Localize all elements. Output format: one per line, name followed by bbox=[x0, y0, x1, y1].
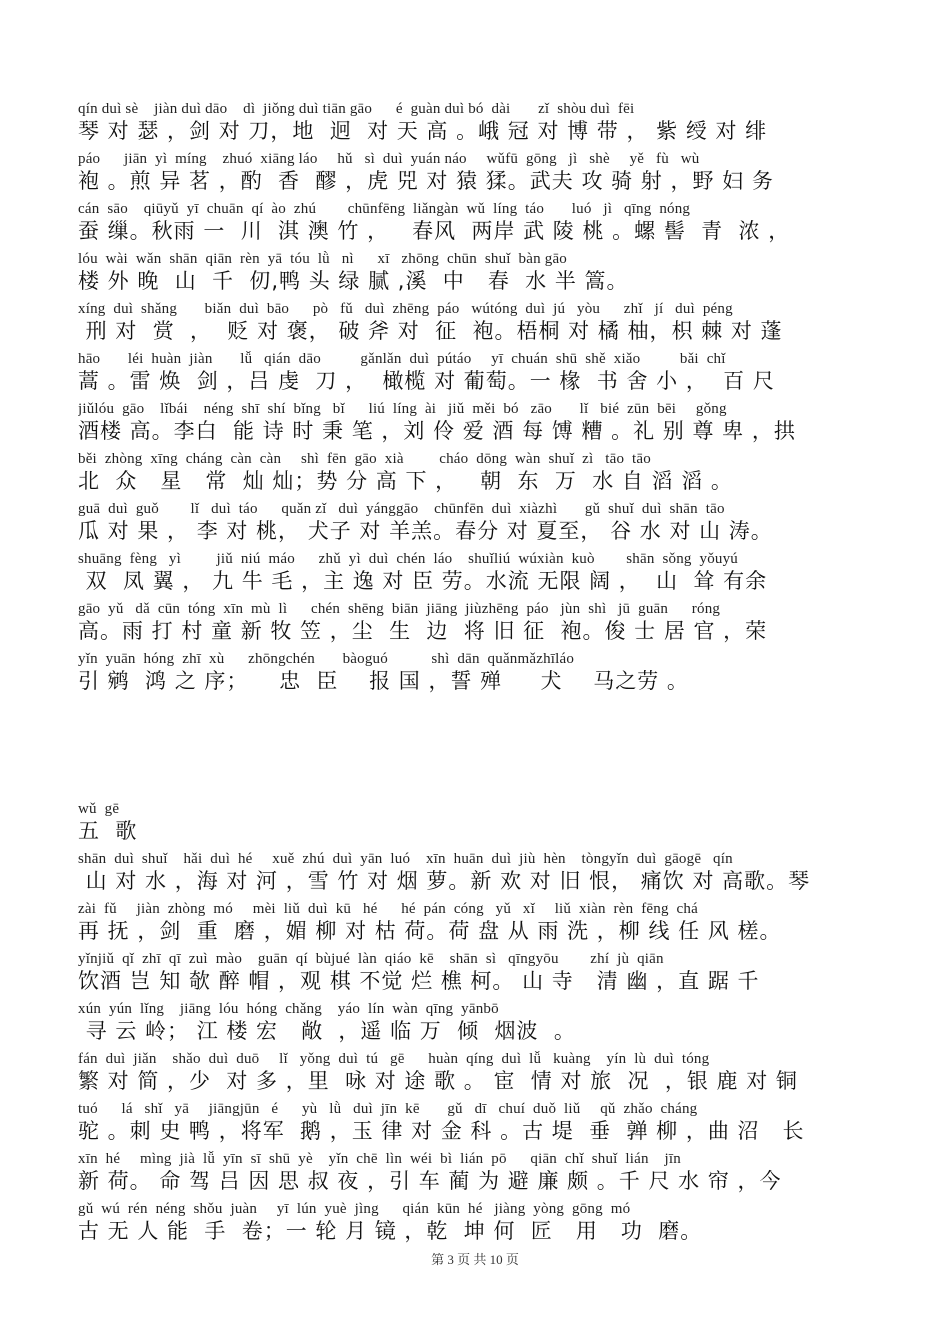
hanzi-line: 驼 。刺 史 鸭 ，将军 鹅 ，玉 律 对 金 科 。古 堤 垂 亸 柳 ，曲 沼 长 bbox=[78, 1119, 805, 1143]
section-three bbox=[78, 800, 874, 1250]
pinyin-line: guā duì guǒ lǐ duì táo quǎn zǐ duì yánggāo chūnfēn duì xiàzhì gǔ shuǐ duì shān tāo bbox=[78, 501, 725, 517]
text-line bbox=[78, 950, 874, 1000]
pinyin-line: jiǔlóu gāo lǐbái néng shī shí bǐng bǐ liú líng ài jiǔ měi bó zāo lǐ bié zūn bēi gǒng bbox=[78, 401, 727, 417]
pinyin-line: cán sāo qiūyǔ yī chuān qí ào zhú chūnfēng liǎngàn wǔ líng táo luó jì qīng nóng bbox=[78, 201, 691, 217]
pinyin-line: xíng duì shǎng biǎn duì bāo pò fǔ duì zhēng páo wútóng duì jú yòu zhǐ jí duì péng bbox=[78, 301, 733, 317]
pinyin-line: hāo léi huàn jiàn lǚ qián dāo gǎnlǎn duì pútáo yī chuán shū shě xiǎo bǎi chǐ bbox=[78, 351, 726, 367]
title-pinyin: wǔ gē bbox=[78, 801, 120, 817]
section-title bbox=[78, 800, 874, 850]
section-one bbox=[78, 100, 874, 500]
pinyin-line: xún yún lǐng jiāng lóu hóng chǎng yáo lín wàn qīng yānbō bbox=[78, 1001, 499, 1017]
pinyin-line: gāo yǔ dǎ cūn tóng xīn mù lì chén shēng biān jiāng jiùzhēng páo jùn shì jū guān róng bbox=[78, 601, 721, 617]
text-line bbox=[78, 1200, 874, 1250]
text-line bbox=[78, 650, 874, 700]
hanzi-line: 饮酒 岂 知 欹 醉 帽 ，观 棋 不觉 烂 樵 柯。 山 寺 清 幽 ，直 踞 千 bbox=[78, 969, 760, 993]
pinyin-line: páo jiān yì míng zhuó xiāng láo hǔ sì duì yuán náo wǔfū gōng jì shè yě fù wù bbox=[78, 151, 700, 167]
pinyin-line: lóu wài wǎn shān qiān rèn yā tóu lǜ nì xī zhōng chūn shuǐ bàn gāo bbox=[78, 251, 568, 267]
document-page bbox=[78, 100, 874, 1250]
text-line bbox=[78, 250, 874, 300]
pinyin-line: tuó lá shǐ yā jiāngjūn é yù lǜ duì jīn kē gǔ dī chuí duǒ liǔ qǔ zhǎo cháng bbox=[78, 1101, 698, 1117]
text-line bbox=[78, 900, 874, 950]
text-line bbox=[78, 600, 874, 650]
pinyin-line: gǔ wú rén néng shǒu juàn yī lún yuè jìng qián kūn hé jiàng yòng gōng mó bbox=[78, 1201, 631, 1217]
text-line bbox=[78, 1150, 874, 1200]
hanzi-line: 楼 外 晚 山 千 仞,鸭 头 绿 腻 ,溪 中 春 水 半 篙。 bbox=[78, 269, 629, 293]
text-line bbox=[78, 1100, 874, 1150]
hanzi-line: 刑 对 赏 ， 贬 对 褒， 破 斧 对 征 袍。梧桐 对 橘 柚，枳 棘 对 蓬 bbox=[78, 319, 783, 343]
hanzi-line: 寻 云 岭； 江 楼 宏 敞 ，遥 临 万 倾 烟波 。 bbox=[78, 1019, 576, 1043]
text-line bbox=[78, 1050, 874, 1100]
page-footer: 第 3 页 共 10 页 bbox=[431, 1252, 519, 1267]
hanzi-line: 高。雨 打 村 童 新 牧 笠 ，尘 生 边 将 旧 征 袍。俊 士 居 官 ，荣 bbox=[78, 619, 768, 643]
hanzi-line: 酒楼 高。李白 能 诗 时 秉 笔 ，刘 伶 爱 酒 每 馎 糟 。礼 别 尊 卑 ，拱 bbox=[78, 419, 796, 443]
hanzi-line: 古 无 人 能 手 卷；一 轮 月 镜 ，乾 坤 何 匠 用 功 磨。 bbox=[78, 1219, 703, 1243]
hanzi-line: 蒿 。雷 焕 剑 ，吕 虔 刀 ， 橄榄 对 葡萄。一 椽 书 舍 小 ， 百 尺 bbox=[78, 369, 775, 393]
section-two bbox=[78, 500, 874, 700]
text-line bbox=[78, 450, 874, 500]
hanzi-line: 琴 对 瑟 ，剑 对 刀，地 迥 对 天 高 。峨 冠 对 博 带 ， 紫 绶 对 绯 bbox=[78, 119, 768, 143]
hanzi-line: 瓜 对 果 ， 李 对 桃， 犬子 对 羊羔。春分 对 夏至， 谷 水 对 山 涛。 bbox=[78, 519, 773, 543]
pinyin-line: fán duì jiǎn shǎo duì duō lǐ yǒng duì tú gē huàn qíng duì lǚ kuàng yín lù duì tóng bbox=[78, 1051, 710, 1067]
title-text: 五 歌 bbox=[78, 819, 138, 843]
hanzi-line: 山 对 水 ，海 对 河 ，雪 竹 对 烟 萝。新 欢 对 旧 恨， 痛饮 对 高歌。琴 bbox=[78, 869, 811, 893]
text-line bbox=[78, 200, 874, 250]
hanzi-line: 引 鹓 鸿 之 序； 忠 臣 报 国 ，誓 殚 犬 马之劳 。 bbox=[78, 669, 689, 693]
text-line bbox=[78, 300, 874, 350]
pinyin-line: qín duì sè jiàn duì dāo dì jiǒng duì tiān gāo é guàn duì bó dài zǐ shòu duì fēi bbox=[78, 101, 635, 117]
pinyin-line: xīn hé mìng jià lǚ yīn sī shū yè yǐn chē lìn wéi bì lián pō qiān chǐ shuǐ lián jīn bbox=[78, 1151, 681, 1167]
hanzi-line: 北 众 星 常 灿 灿；势 分 高 下 ， 朝 东 万 水 自 滔 滔 。 bbox=[78, 469, 733, 493]
text-line bbox=[78, 100, 874, 150]
hanzi-line: 蚕 缫。秋雨 一 川 淇 澳 竹 ， 春风 两岸 武 陵 桃 。螺 髻 青 浓 ， bbox=[78, 219, 791, 243]
text-line bbox=[78, 150, 874, 200]
pinyin-line: zài fǔ jiàn zhòng mó mèi liǔ duì kū hé hé pán cóng yǔ xǐ liǔ xiàn rèn fēng chá bbox=[78, 901, 698, 917]
text-line bbox=[78, 1000, 874, 1050]
text-line bbox=[78, 850, 874, 900]
text-line bbox=[78, 500, 874, 550]
pinyin-line: běi zhòng xīng cháng càn càn shì fēn gāo xià cháo dōng wàn shuǐ zì tāo tāo bbox=[78, 451, 651, 467]
pinyin-line: shuāng fèng yì jiǔ niú máo zhǔ yì duì chén láo shuǐliú wúxiàn kuò shān sǒng yǒuyú bbox=[78, 551, 739, 567]
hanzi-line: 新 荷。 命 驾 吕 因 思 叔 夜 ，引 车 蔺 为 避 廉 颇 。千 尺 水 帘 ，今 bbox=[78, 1169, 782, 1193]
hanzi-line: 繁 对 简 ，少 对 多 ，里 咏 对 途 歌 。 宦 情 对 旅 况 ，银 鹿 对 铜 bbox=[78, 1069, 798, 1093]
text-line bbox=[78, 400, 874, 450]
hanzi-line: 再 抚 ，剑 重 磨 ，媚 柳 对 枯 荷。荷 盘 从 雨 洗 ，柳 线 任 风 槎。 bbox=[78, 919, 782, 943]
hanzi-line: 双 凤 翼 ， 九 牛 毛 ，主 逸 对 臣 劳。水流 无限 阔 ， 山 耸 有余 bbox=[78, 569, 768, 593]
pinyin-line: yǐn yuān hóng zhī xù zhōngchén bàoguó shì dān quǎnmǎzhīláo bbox=[78, 651, 575, 667]
hanzi-line: 袍 。煎 异 茗 ，酌 香 醪 ，虎 兕 对 猿 猱。武夫 攻 骑 射 ，野 妇 务 bbox=[78, 169, 774, 193]
section-gap bbox=[78, 700, 874, 800]
pinyin-line: yǐnjiǔ qǐ zhī qī zuì mào guān qí bùjué làn qiáo kē shān sì qīngyōu zhí jù qiān bbox=[78, 951, 664, 967]
text-line bbox=[78, 350, 874, 400]
pinyin-line: shān duì shuǐ hǎi duì hé xuě zhú duì yān luó xīn huān duì jiù hèn tòngyǐn duì gāogē qín bbox=[78, 851, 733, 867]
text-line bbox=[78, 550, 874, 600]
